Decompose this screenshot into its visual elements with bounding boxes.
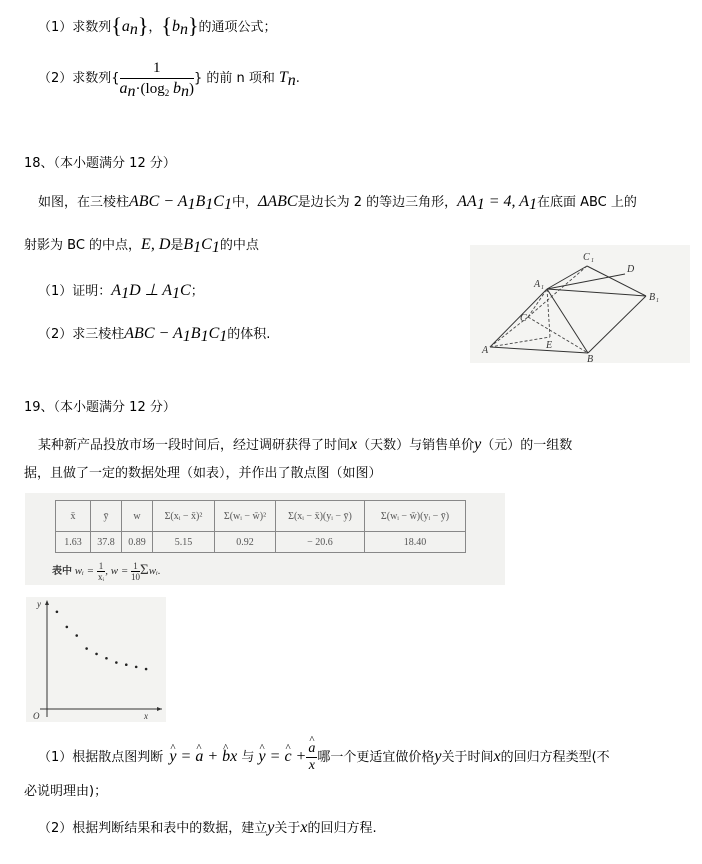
text: 在底面 ABC 上的 (536, 195, 637, 210)
brace: { (161, 13, 172, 38)
scatter-point (145, 668, 148, 671)
note-fraction-2 (131, 561, 140, 582)
q17-part1-prefix: （1）求数列 (38, 20, 112, 35)
text: 的回归方程. (307, 821, 377, 836)
brace: } (187, 13, 199, 38)
subscript: 2 (164, 88, 170, 98)
text: 关于 (274, 821, 301, 836)
q17-part2-mid: } 的前 n 项和 (193, 71, 275, 86)
prism-diagram (470, 245, 690, 363)
y-axis-arrow (45, 600, 49, 605)
math-c: C (208, 325, 220, 342)
value-x-bar: 1.63 (56, 532, 91, 553)
scatter-point (115, 661, 118, 664)
math-aa1: AA (457, 193, 477, 210)
q18-part1 (38, 282, 204, 301)
label-a: A (482, 345, 489, 356)
edge-a1d (547, 274, 625, 289)
data-table-figure (25, 493, 505, 585)
scatter-point (95, 653, 98, 656)
subscript: n (127, 83, 136, 100)
hat-c: ^ c (284, 745, 291, 769)
equation-linear: ^ y = ^ a + ^ bx (169, 748, 237, 765)
a-n: a (121, 18, 130, 35)
math-b: B (190, 325, 201, 342)
label-b: B (587, 354, 594, 363)
subscript: 1 (476, 196, 485, 213)
scatter-plot (26, 597, 166, 722)
label-b1: B (649, 292, 656, 303)
header-sum-xx: Σ(xᵢ − x̄)² (153, 501, 215, 532)
frac-den: 10 (131, 572, 141, 582)
subscript: 1 (193, 239, 202, 256)
text: （1）根据散点图判断 (38, 750, 164, 765)
header-w: w (122, 501, 153, 532)
subscript: 1 (205, 196, 214, 213)
math-c: C (201, 236, 212, 253)
text: 的中点 (219, 238, 259, 253)
text: （1）证明： (38, 284, 112, 299)
x-axis-arrow (157, 707, 162, 711)
hat-a: ^ a (308, 741, 315, 757)
hat-y: ^ y (169, 745, 176, 769)
text: （元）的一组数 (481, 438, 573, 453)
q17-part2 (38, 58, 300, 99)
equation-inverse: ^ y = ^ c + (259, 748, 307, 765)
text: 是 (170, 238, 184, 253)
math-y: y (267, 819, 275, 836)
den-log: ·(log (135, 81, 165, 97)
fraction-denominator (120, 79, 194, 99)
math-perp: D ⊥ A (129, 282, 173, 299)
header-sum-xy: Σ(xᵢ − x̄)(yᵢ − ȳ) (276, 501, 365, 532)
label-a1: A (534, 279, 541, 290)
subscript: 1 (223, 196, 232, 213)
math-triangle: ΔABC (257, 193, 298, 210)
math-c: C (180, 282, 191, 299)
text: 如图，在三棱柱 (38, 195, 130, 210)
scatter-point (85, 647, 88, 650)
q17-part1 (38, 13, 277, 38)
text: 与 (241, 750, 255, 765)
q19-intro (38, 436, 572, 455)
note-mid: , w = (105, 565, 129, 578)
frac-num: 1 (131, 561, 140, 572)
origin-label: O (33, 711, 40, 721)
den-close: ) (188, 81, 194, 97)
frac-den: xᵢ (98, 572, 104, 582)
hat-b: ^ b (222, 745, 230, 769)
q19-part2 (38, 819, 377, 838)
den-b: b (172, 80, 181, 97)
edge-bb1 (588, 296, 646, 353)
subscript: n (179, 21, 188, 38)
edge-cb-dash (528, 317, 588, 353)
den-a: a (119, 80, 128, 97)
frac-num (306, 741, 317, 758)
math-a: A (111, 282, 122, 299)
text: 是边长为 2 的等边三角形， (297, 195, 458, 210)
edge-a1b1 (547, 289, 646, 296)
label-sub: 1 (591, 258, 594, 264)
subscript: 1 (182, 328, 191, 345)
x-axis-label: x (144, 711, 148, 721)
subscript: 1 (211, 239, 220, 256)
math-prism: ABC − A (129, 193, 188, 210)
q19-part1 (38, 741, 610, 774)
text: 哪一个更适宜做价格 (317, 750, 435, 765)
scatter-point (135, 666, 138, 669)
scatter-point (56, 611, 59, 614)
label-d: D (627, 264, 635, 275)
value-sum-ww: 0.92 (215, 532, 276, 553)
subscript: 1 (528, 196, 537, 213)
label-c1: C (583, 252, 590, 263)
text: （2）根据判断结果和表中的数据，建立 (38, 821, 268, 836)
header-y-bar: ȳ (91, 501, 122, 532)
math-b: B (195, 193, 206, 210)
q18-intro (38, 193, 637, 212)
edge-a1e-dash (547, 289, 550, 337)
data-table (55, 500, 466, 553)
text: 的体积. (227, 327, 271, 342)
table-note (52, 561, 161, 582)
text: 关于时间 (441, 750, 494, 765)
text: 的回归方程类型(不 (500, 750, 610, 765)
label-e: E (546, 340, 553, 351)
edge-aa1 (490, 289, 547, 347)
note-end: wᵢ. (148, 565, 161, 578)
text: 某种新产品投放市场一段时间后，经过调研获得了时间 (38, 438, 351, 453)
t-n: T (278, 69, 288, 86)
value-sum-xx: 5.15 (153, 532, 215, 553)
scatter-points (56, 611, 148, 671)
q18-intro-line2 (24, 236, 259, 255)
value-w: 0.89 (122, 532, 153, 553)
note-w: wᵢ = (74, 565, 94, 578)
scatter-point (66, 626, 69, 629)
math-y: y (434, 748, 442, 765)
table-header-row (56, 501, 466, 532)
subscript: 1 (200, 328, 209, 345)
math-ed: E, D (141, 236, 171, 253)
text: ； (190, 284, 204, 299)
q19-part1-line2: 必说明理由)； (24, 784, 108, 799)
scatter-point (75, 634, 78, 637)
q19-intro-line2: 据，且做了一定的数据处理（如表），并作出了散点图（如图） (24, 466, 382, 481)
table-value-row (56, 532, 466, 553)
b-n: b (171, 18, 180, 35)
fraction-a-over-x (306, 741, 317, 774)
math-y: y (474, 436, 482, 453)
subscript: n (180, 83, 189, 100)
value-sum-xy: − 20.6 (276, 532, 365, 553)
text: 射影为 BC 的中点， (24, 238, 142, 253)
subscript: 1 (187, 196, 196, 213)
label-sub: 1 (656, 298, 659, 304)
header-sum-ww: Σ(wᵢ − w̄)² (215, 501, 276, 532)
sep: ， (148, 20, 162, 35)
value-y-bar: 37.8 (91, 532, 122, 553)
math-x: x (350, 436, 358, 453)
edge-a1b (547, 289, 588, 353)
scatter-figure (26, 597, 166, 722)
edge-ab (490, 347, 588, 353)
math-b: B (183, 236, 194, 253)
header-x-bar: x̄ (56, 501, 91, 532)
period: . (295, 71, 300, 86)
math-x: x (493, 748, 501, 765)
subscript: 1 (121, 285, 130, 302)
fraction (120, 58, 194, 99)
q18-header: 18、（本小题满分 12 分） (24, 156, 176, 171)
fraction-numerator: 1 (120, 58, 194, 79)
q17-part1-suffix: 的通项公式； (198, 20, 277, 35)
scatter-point (125, 663, 128, 666)
frac-den: x (308, 758, 315, 773)
y-axis-label: y (37, 599, 41, 609)
note-fraction (97, 561, 106, 582)
math-x: x (300, 819, 308, 836)
math-c: C (213, 193, 224, 210)
label-sub: 1 (541, 285, 544, 291)
subscript: n (287, 72, 296, 89)
subscript: 1 (219, 328, 228, 345)
math-eq: = 4, A (484, 193, 529, 210)
brace: } (137, 13, 149, 38)
label-c: C (520, 313, 527, 324)
prism-figure (470, 245, 690, 363)
scatter-point (105, 657, 108, 660)
subscript: 1 (172, 285, 181, 302)
math-prism: ABC − A (124, 325, 183, 342)
text: （天数）与销售单价 (357, 438, 475, 453)
header-sum-wy: Σ(wᵢ − w̄)(yᵢ − ȳ) (365, 501, 466, 532)
note-sum: Σ (140, 562, 149, 579)
hat-y: ^ y (259, 745, 266, 769)
hat-a: ^ a (195, 745, 203, 769)
q17-part2-prefix: （2）求数列{ (38, 71, 120, 86)
text: 中， (231, 195, 258, 210)
q19-header: 19、（本小题满分 12 分） (24, 400, 176, 415)
edge-c1b1 (587, 266, 646, 296)
subscript: n (129, 21, 138, 38)
frac-num: 1 (98, 561, 104, 571)
q18-part2 (38, 325, 270, 344)
text: （2）求三棱柱 (38, 327, 125, 342)
brace: { (111, 13, 122, 38)
note-prefix: 表中 (52, 566, 72, 578)
value-sum-wy: 18.40 (365, 532, 466, 553)
